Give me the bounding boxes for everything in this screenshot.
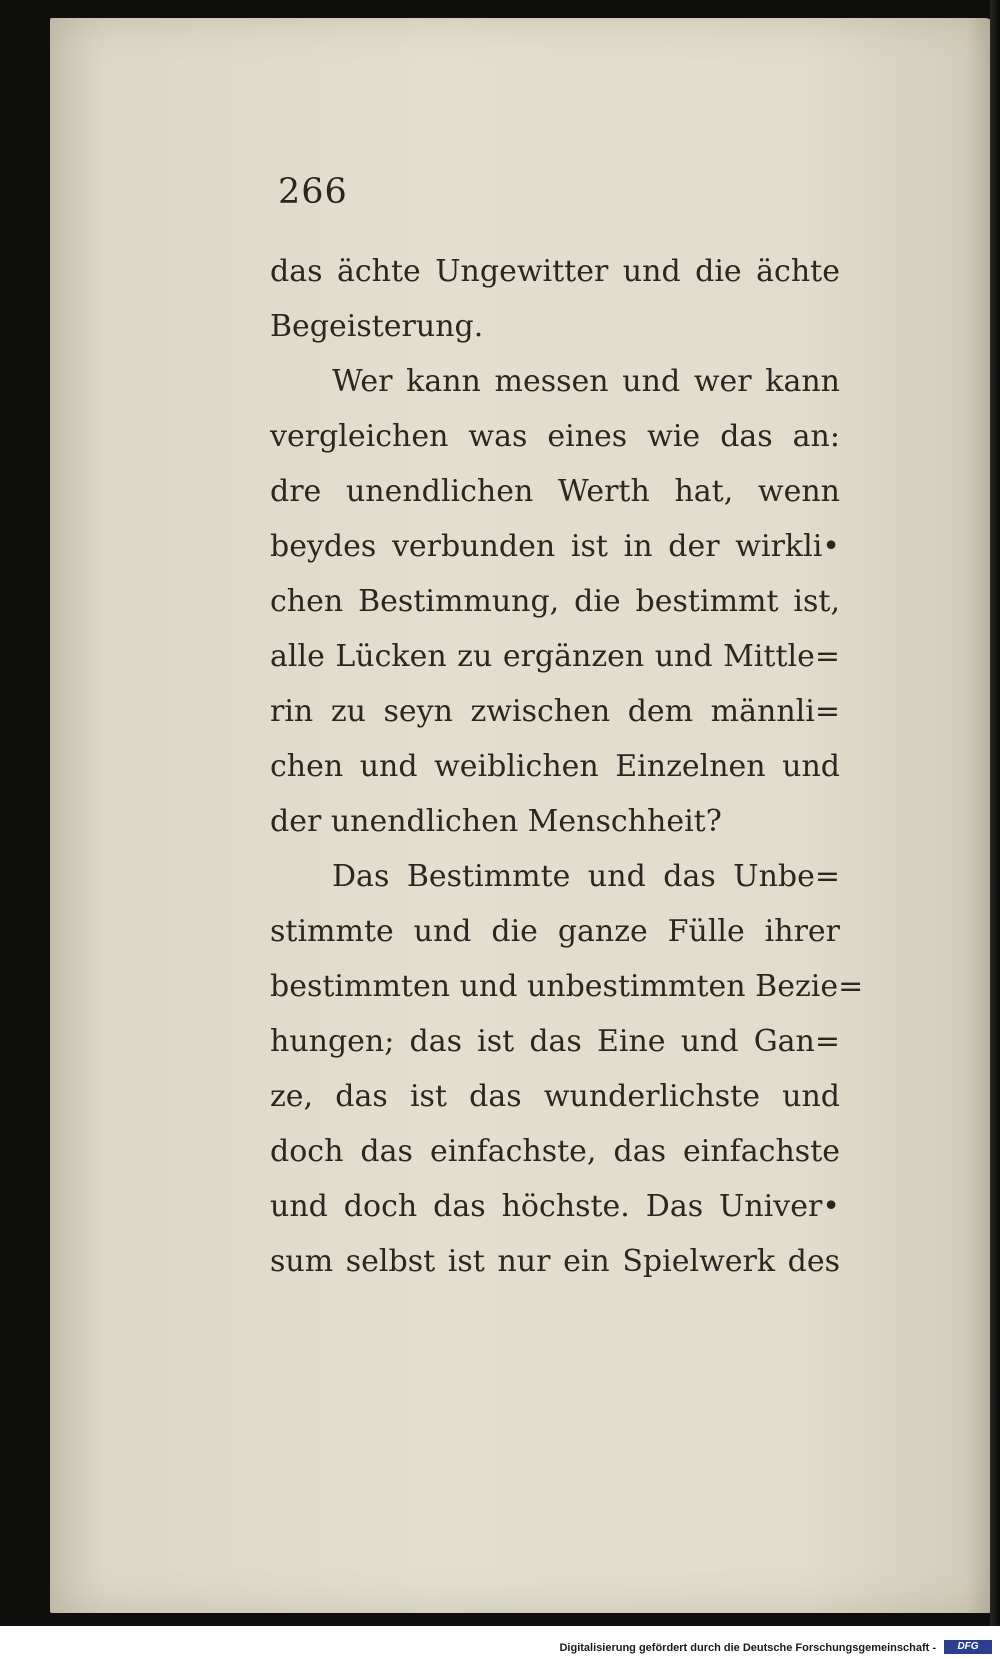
text-line: stimmte und die ganze Fülle ihrer — [270, 914, 840, 949]
text-line: doch das einfachste, das einfachste — [270, 1134, 840, 1169]
text-line: dre unendlichen Werth hat, wenn — [270, 474, 840, 509]
text-line: chen Bestimmung, die bestimmt ist, — [270, 584, 840, 619]
text-line: vergleichen was eines wie das an: — [270, 419, 840, 454]
text-line: sum selbst ist nur ein Spielwerk des — [270, 1244, 840, 1279]
dfg-logo: DFG — [944, 1640, 992, 1654]
body-text — [270, 244, 864, 1289]
text-line: Das Bestimmte und das Unbe= — [332, 859, 840, 894]
text-line: chen und weiblichen Einzelnen und — [270, 749, 840, 784]
text-line: alle Lücken zu ergänzen und Mittle= — [270, 639, 840, 674]
text-line: und doch das höchste. Das Univer• — [270, 1189, 840, 1224]
text-line: ze, das ist das wunderlichste und — [270, 1079, 840, 1114]
text-line: beydes verbunden ist in der wirkli• — [270, 529, 840, 564]
text-line: hungen; das ist das Eine und Gan= — [270, 1024, 840, 1059]
text-line: Begeisterung. — [270, 309, 484, 344]
text-line: der unendlichen Menschheit? — [270, 804, 722, 839]
text-line: rin zu seyn zwischen dem männli= — [270, 694, 840, 729]
page-number: 266 — [278, 172, 348, 212]
footer-credit: Digitalisierung gefördert durch die Deutsche Forschungsgemeinschaft - — [559, 1642, 936, 1654]
text-line: bestimmten und unbestimmten Bezie= — [270, 969, 864, 1004]
text-line: Wer kann messen und wer kann — [332, 364, 840, 399]
text-line: das ächte Ungewitter und die ächte — [270, 254, 840, 289]
page-edge — [990, 0, 1000, 1659]
